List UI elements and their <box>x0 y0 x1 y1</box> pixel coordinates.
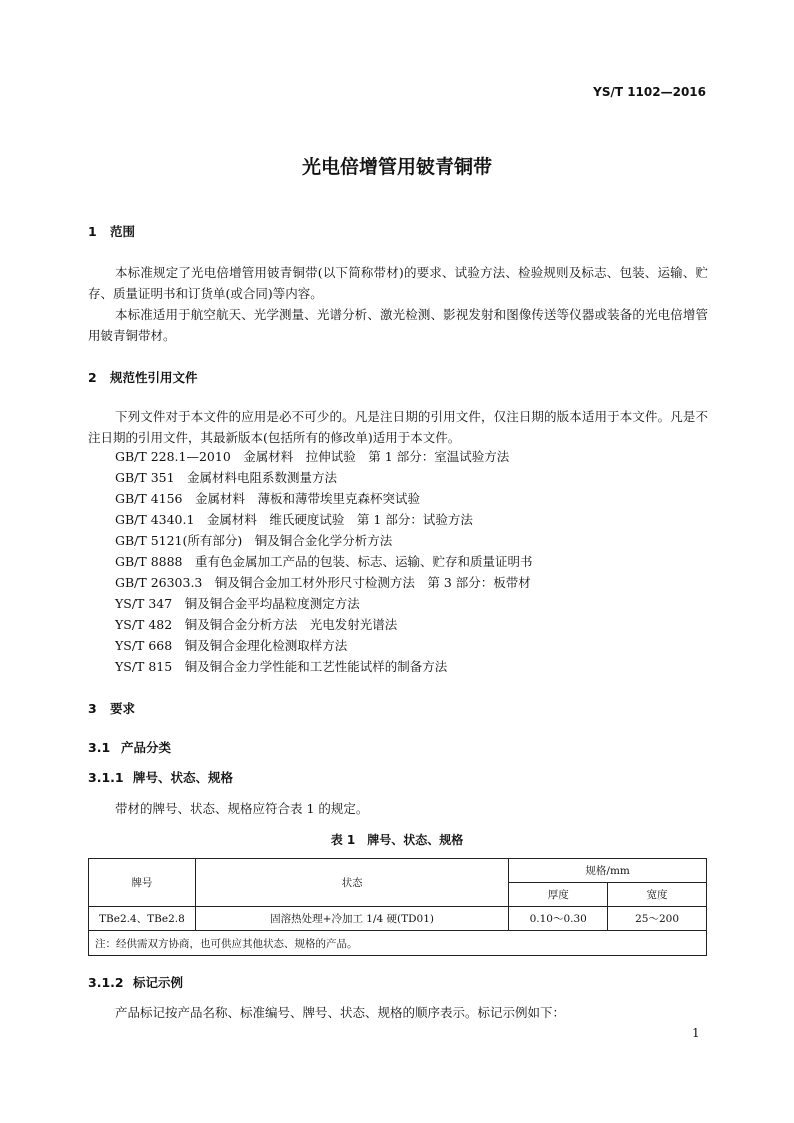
section-number: 1 <box>88 224 97 239</box>
reference-item: GB/T 4340.1 金属材料 维氏硬度试验 第 1 部分：试验方法 <box>115 512 473 527</box>
reference-item: GB/T 228.1—2010 金属材料 拉伸试验 第 1 部分：室温试验方法 <box>115 449 510 464</box>
table-header-temper: 状态 <box>195 859 508 907</box>
subsection-title: 产品分类 <box>121 740 172 755</box>
section-title: 规范性引用文件 <box>110 370 198 385</box>
table-row <box>89 907 707 931</box>
table-cell-width: 25～200 <box>608 907 707 931</box>
reference-item: YS/T 347 铜及铜合金平均晶粒度测定方法 <box>115 596 360 611</box>
reference-item: GB/T 351 金属材料电阻系数测量方法 <box>115 470 338 485</box>
table-cell-thickness: 0.10～0.30 <box>509 907 608 931</box>
section-2-heading <box>88 368 198 386</box>
page-number: 1 <box>692 1026 700 1040</box>
table-note: 注：经供需双方协商，也可供应其他状态、规格的产品。 <box>89 931 707 956</box>
table-header-grade: 牌号 <box>89 859 196 907</box>
subsection-3-1-2-text: 产品标记按产品名称、标准编号、牌号、状态、规格的顺序表示。标记示例如下： <box>115 1005 566 1020</box>
subsection-3-1-heading <box>88 738 171 756</box>
reference-item: GB/T 26303.3 铜及铜合金加工材外形尺寸检测方法 第 3 部分：板带材 <box>115 575 531 590</box>
section-title: 要求 <box>110 701 136 716</box>
table-header-spec: 规格/mm <box>509 859 707 883</box>
table-cell-temper: 固溶热处理+冷加工 1/4 硬(TD01) <box>195 907 508 931</box>
standard-code: YS/T 1102—2016 <box>593 85 706 99</box>
section-2-intro: 下列文件对于本文件的应用是必不可少的。凡是注日期的引用文件，仅注日期的版本适用于本文件。凡是不注日期的引用文件，其最新版本(包括所有的修改单)适用于本文件。 <box>88 409 708 445</box>
section-number: 3 <box>88 701 97 716</box>
subsection-3-1-2-heading <box>88 973 183 991</box>
subsection-title: 牌号、状态、规格 <box>133 770 234 785</box>
subsection-3-1-1-heading <box>88 768 233 786</box>
section-1-paragraph-1: 本标准规定了光电倍增管用铍青铜带(以下简称带材)的要求、试验方法、检验规则及标志、包装、运输、贮存、质量证明书和订货单(或合同)等内容。 <box>88 265 708 301</box>
table-header-width: 宽度 <box>608 883 707 907</box>
subsection-number: 3.1.2 <box>88 975 124 990</box>
subsection-3-1-1-text: 带材的牌号、状态、规格应符合表 1 的规定。 <box>115 801 369 816</box>
reference-item: YS/T 482 铜及铜合金分析方法 光电发射光谱法 <box>115 617 398 632</box>
document-title: 光电倍增管用铍青铜带 <box>301 156 492 178</box>
section-1-paragraph-2: 本标准适用于航空航天、光学测量、光谱分析、激光检测、影视发射和图像传送等仪器或装备的光电倍增管用铍青铜带材。 <box>88 307 708 343</box>
table-caption: 表 1 牌号、状态、规格 <box>330 833 464 847</box>
reference-item: GB/T 8888 重有色金属加工产品的包装、标志、运输、贮存和质量证明书 <box>115 554 533 569</box>
section-number: 2 <box>88 370 97 385</box>
table-header-thickness: 厚度 <box>509 883 608 907</box>
spec-table <box>88 858 707 956</box>
section-title: 范围 <box>110 224 136 239</box>
section-1-heading <box>88 222 135 240</box>
subsection-title: 标记示例 <box>133 975 184 990</box>
table-cell-grade: TBe2.4、TBe2.8 <box>89 907 196 931</box>
reference-item: YS/T 668 铜及铜合金理化检测取样方法 <box>115 638 348 653</box>
reference-item: YS/T 815 铜及铜合金力学性能和工艺性能试样的制备方法 <box>115 659 448 674</box>
section-3-heading <box>88 699 135 717</box>
reference-item: GB/T 5121(所有部分) 铜及铜合金化学分析方法 <box>115 533 393 548</box>
subsection-number: 3.1 <box>88 740 111 755</box>
subsection-number: 3.1.1 <box>88 770 124 785</box>
reference-item: GB/T 4156 金属材料 薄板和薄带埃里克森杯突试验 <box>115 491 421 506</box>
